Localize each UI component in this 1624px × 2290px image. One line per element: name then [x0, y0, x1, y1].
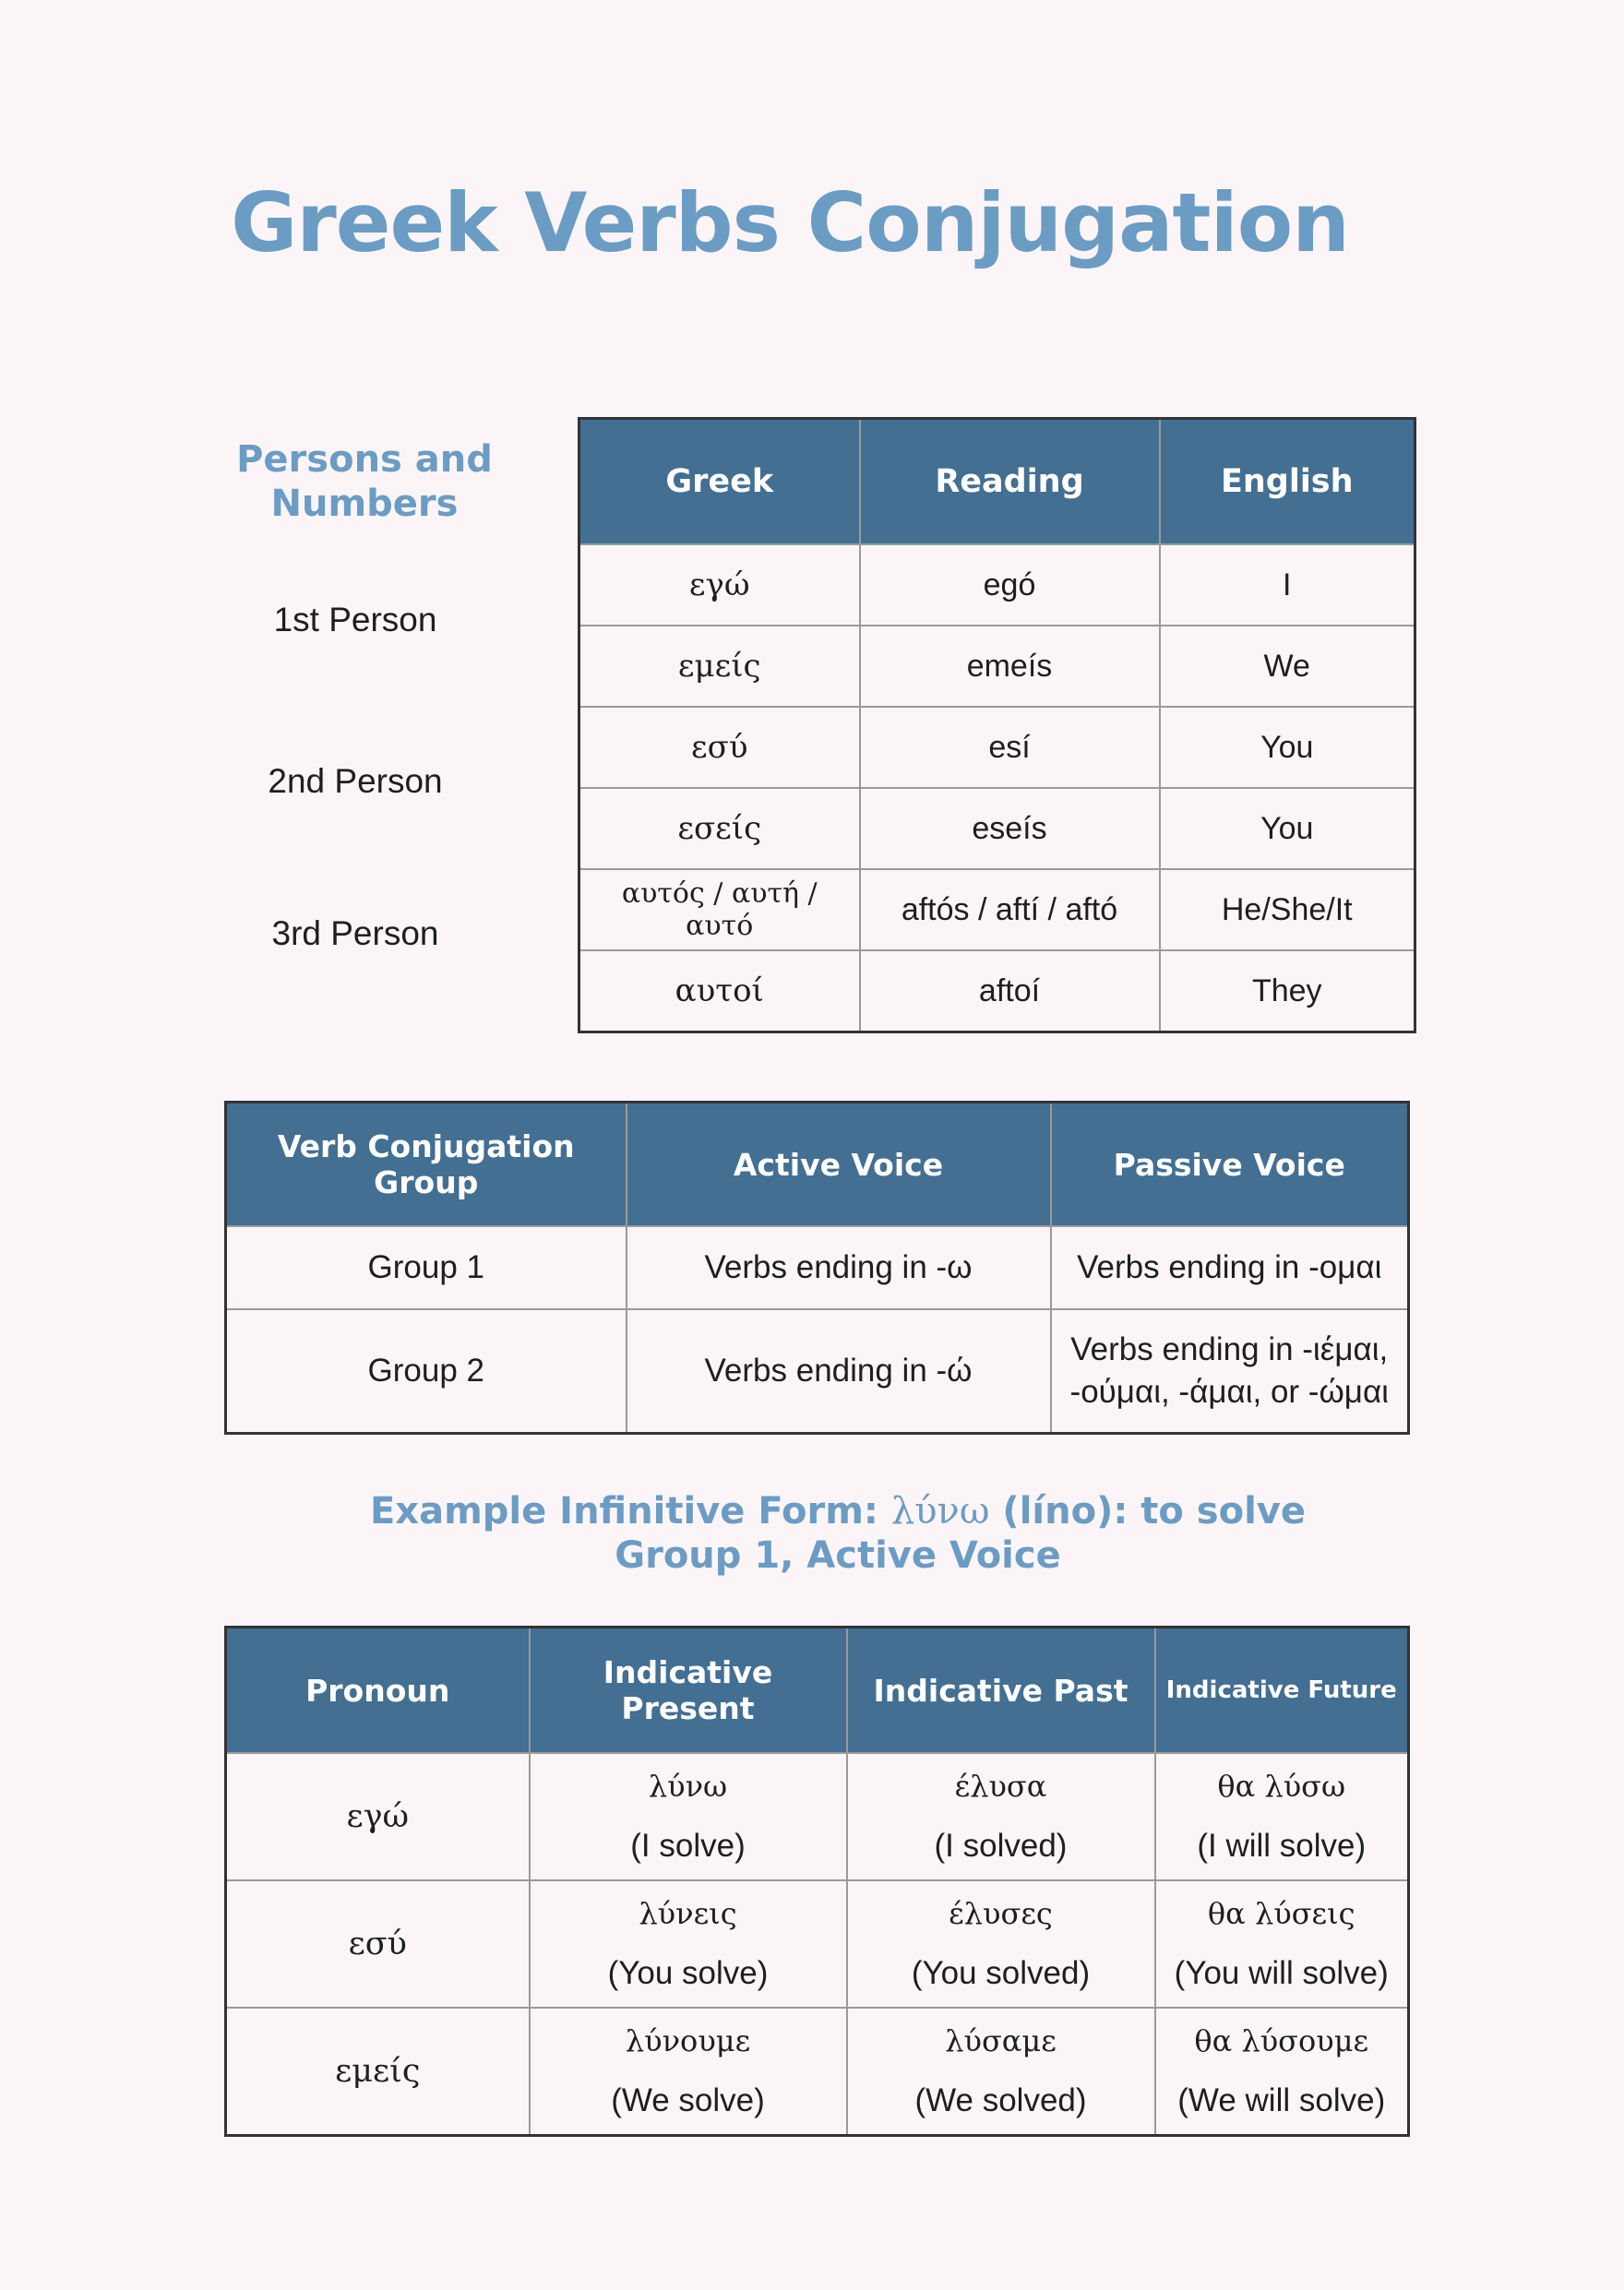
header-pronoun: Pronoun [226, 1628, 530, 1754]
table-row [226, 1226, 1409, 1309]
active-cell: Verbs ending in -ω [627, 1226, 1051, 1309]
english-form: (You solve) [607, 1955, 769, 1991]
past-cell [847, 2008, 1155, 2136]
reading-cell: egó [860, 544, 1160, 626]
english-form: (You solved) [911, 1955, 1091, 1991]
passive-cell: Verbs ending in -ομαι [1051, 1226, 1409, 1309]
header-greek: Greek [579, 419, 860, 545]
present-cell [530, 1880, 847, 2008]
past-cell [847, 1880, 1155, 2008]
persons-heading [221, 437, 508, 526]
group-cell: Group 2 [226, 1309, 627, 1433]
english-form: (I will solve) [1197, 1828, 1367, 1864]
greek-cell: αυτός / αυτή / αυτό [579, 869, 860, 950]
group-cell: Group 1 [226, 1226, 627, 1309]
header-reading: Reading [860, 419, 1160, 545]
past-cell [847, 1753, 1155, 1880]
header-english: English [1160, 419, 1415, 545]
table-row [579, 707, 1415, 788]
table-row [579, 788, 1415, 869]
future-cell [1155, 1753, 1409, 1880]
future-cell [1155, 2008, 1409, 2136]
english-form: (I solved) [934, 1828, 1068, 1864]
example-greek: λύνω [890, 1490, 990, 1533]
person-label-third: 3rd Person [271, 914, 439, 952]
example-label: Example Infinitive Form: [369, 1490, 878, 1533]
pronoun-cell: εγώ [226, 1753, 530, 1880]
table-row [579, 869, 1415, 950]
groups-table [224, 1101, 1410, 1435]
greek-cell: εγώ [579, 544, 860, 626]
greek-cell: εσείς [579, 788, 860, 869]
greek-cell: αυτοί [579, 950, 860, 1032]
table-row [579, 950, 1415, 1032]
english-cell: You [1160, 707, 1415, 788]
greek-form: λύνω [648, 1769, 728, 1804]
groups-header-row [226, 1103, 1409, 1227]
person-label-first: 1st Person [273, 601, 437, 638]
table-row [579, 544, 1415, 626]
table-row [579, 626, 1415, 707]
greek-form: λύνουμε [625, 2023, 751, 2058]
persons-heading-line1: Persons and [236, 438, 493, 481]
english-cell: I [1160, 544, 1415, 626]
table-row [226, 1753, 1409, 1880]
header-active: Active Voice [627, 1103, 1051, 1227]
greek-form: λύνεις [639, 1896, 737, 1931]
pronoun-cell: εμείς [226, 2008, 530, 2136]
example-line2: Group 1, Active Voice [615, 1534, 1061, 1577]
page-title: Greek Verbs Conjugation [231, 175, 1349, 270]
reading-cell: aftoí [860, 950, 1160, 1032]
english-cell: He/She/It [1160, 869, 1415, 950]
table-row [226, 1309, 1409, 1433]
reading-cell: eseís [860, 788, 1160, 869]
example-rest: (líno): to solve [1002, 1490, 1306, 1533]
active-cell: Verbs ending in -ώ [627, 1309, 1051, 1433]
header-present: Indicative Present [530, 1628, 847, 1754]
conjugation-table [224, 1626, 1410, 2137]
greek-form: θα λύσω [1217, 1769, 1346, 1804]
example-line1 [0, 1489, 1624, 1533]
example-subtitle [0, 1489, 1624, 1578]
reading-cell: emeís [860, 626, 1160, 707]
present-cell [530, 2008, 847, 2136]
passive-cell: Verbs ending in -ιέμαι, -ούμαι, -άμαι, or -ώμαι [1051, 1309, 1409, 1433]
english-form: (We solved) [914, 2082, 1087, 2118]
english-form: (You will solve) [1174, 1955, 1389, 1991]
greek-cell: εμείς [579, 626, 860, 707]
header-past: Indicative Past [847, 1628, 1155, 1754]
pronoun-cell: εσύ [226, 1880, 530, 2008]
greek-form: έλυσα [954, 1769, 1047, 1804]
english-form: (I solve) [630, 1828, 746, 1864]
conjugation-header-row [226, 1628, 1409, 1754]
greek-form: θα λύσουμε [1194, 2023, 1369, 2058]
pronouns-table [578, 417, 1416, 1033]
reading-cell: aftós / aftí / aftó [860, 869, 1160, 950]
greek-form: λύσαμε [945, 2023, 1057, 2058]
greek-form: θα λύσεις [1207, 1896, 1355, 1931]
english-cell: They [1160, 950, 1415, 1032]
table-row [226, 2008, 1409, 2136]
header-group: Verb Conjugation Group [226, 1103, 627, 1227]
future-cell [1155, 1880, 1409, 2008]
table-row [226, 1880, 1409, 2008]
present-cell [530, 1753, 847, 1880]
english-form: (We solve) [611, 2082, 765, 2118]
header-passive: Passive Voice [1051, 1103, 1409, 1227]
pronouns-header-row [579, 419, 1415, 545]
english-form: (We will solve) [1177, 2082, 1386, 2118]
english-cell: We [1160, 626, 1415, 707]
greek-form: έλυσες [949, 1896, 1053, 1931]
reading-cell: esí [860, 707, 1160, 788]
header-future: Indicative Future [1155, 1628, 1409, 1754]
greek-cell: εσύ [579, 707, 860, 788]
persons-heading-line2: Numbers [270, 483, 459, 525]
person-label-second: 2nd Person [268, 762, 443, 800]
english-cell: You [1160, 788, 1415, 869]
